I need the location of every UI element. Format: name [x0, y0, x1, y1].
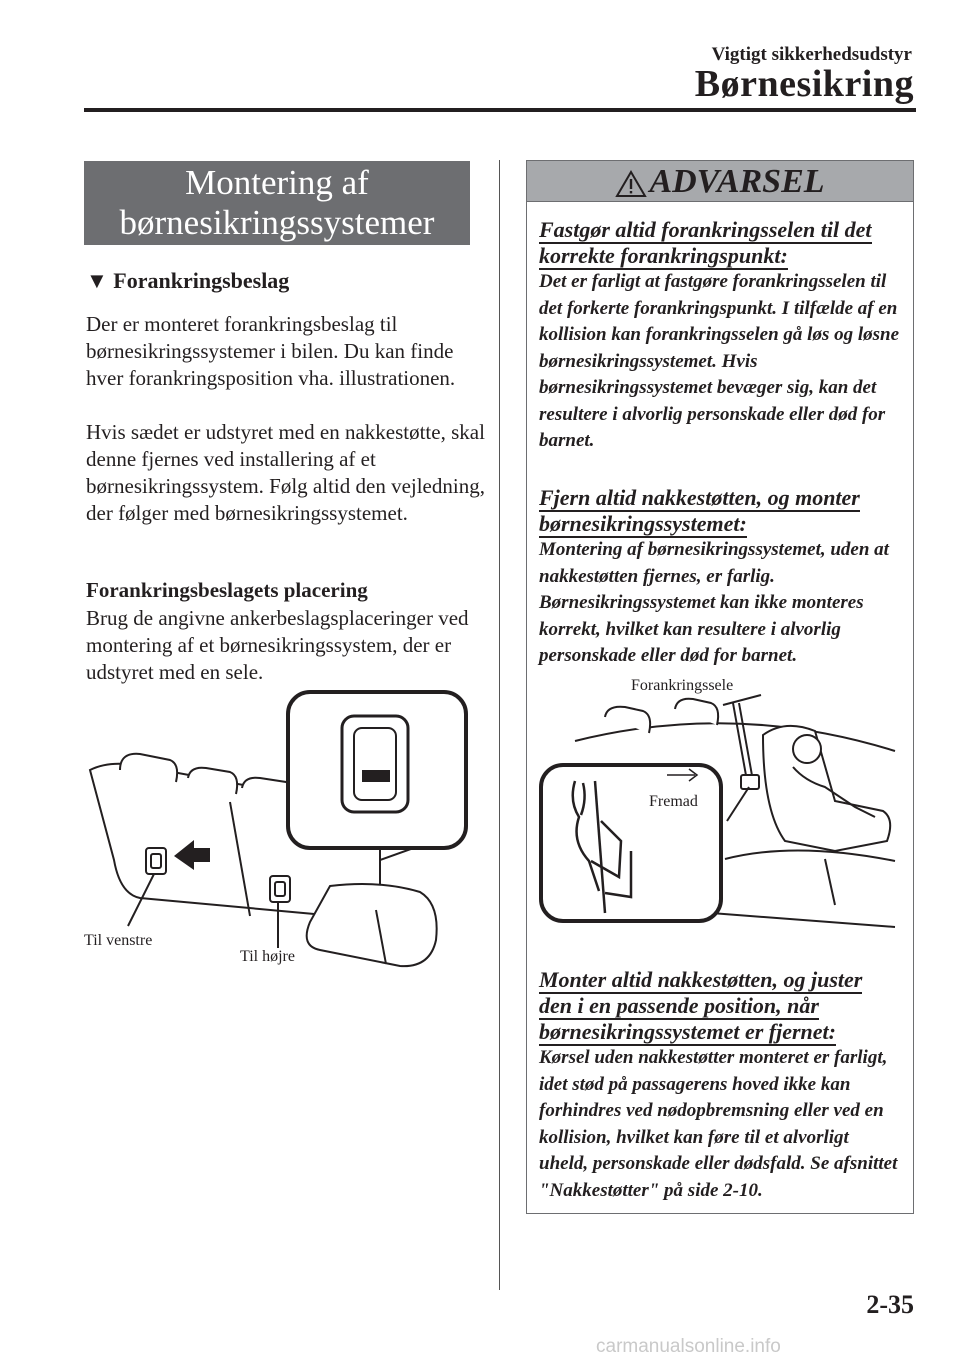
watermark-footer: carmanualsonline.info: [596, 1336, 781, 1357]
warning-item3-text: Kørsel uden nakkestøtter monteret er farligt, idet stød på passagerens hoved ikke kan forhindres ved nødopbremsning eller ved en kollision, hvilket kan føre til et alvorligt uheld, personskade eller dødsfald. Se afsnittet "Nakkestøtter" på side 2-10.: [539, 1047, 898, 1201]
label-tether-strap: Forankringssele: [631, 677, 734, 694]
paragraph-1: Der er monteret forankringsbeslag til børnesikringssystemer i bilen. Du kan finde hver forankringsposition vha. illustrationen.: [86, 312, 456, 390]
triangle-bullet-icon: ▼: [86, 268, 108, 293]
page-number: 2-35: [866, 1290, 914, 1319]
label-left-anchor: Til venstre: [84, 932, 153, 949]
warning-header: [527, 161, 913, 202]
warning-triangle-icon: [615, 170, 647, 198]
section-title-line1: Montering af: [185, 163, 369, 202]
header-title: Børnesikring: [694, 63, 914, 105]
label-right-anchor: Til højre: [240, 948, 295, 965]
warning-item3-title: Monter altid nakkestøtten, og juster den i en passende position, når børnesikringssystemet er fjernet:: [539, 967, 863, 1044]
warning-box: [526, 160, 914, 1214]
subheading-text: Forankringsbeslag: [113, 268, 290, 293]
warning-item1-title: Fastgør altid forankringsselen til det korrekte forankringspunkt:: [539, 217, 872, 268]
anchor-position-heading: Forankringsbeslagets placering: [86, 578, 368, 602]
child-seat-illustration: [535, 691, 905, 931]
section-title-line2: børnesikringssystemer: [119, 203, 435, 242]
warning-item2-title: Fjern altid nakkestøtten, og monter børnesikringssystemet:: [539, 485, 860, 536]
header-subtitle: Vigtigt sikkerhedsudstyr: [711, 44, 912, 65]
header-rule: [84, 108, 916, 112]
warning-heading: ADVARSEL: [649, 163, 825, 200]
warning-item2-text: Montering af børnesikringssystemet, uden at nakkestøtten fjernes, er farlig. Børnesikringssystemet kan ikke monteres korrekt, hvilket kan resultere i alvorlig personskade eller død for barnet.: [539, 539, 889, 666]
subheading: [86, 268, 289, 294]
paragraph-2: Hvis sædet er udstyret med en nakkestøtte, skal denne fjernes ved installering af et børnesikringssystem. Følg altid den vejledning, der følger med børnesikringssystemet.: [86, 420, 485, 525]
column-divider: [499, 160, 500, 1290]
paragraph-3: Brug de angivne ankerbeslagsplaceringer ved montering af et børnesikringssystem, der er udstyret med en sele.: [86, 606, 469, 684]
label-forward: Fremad: [649, 793, 698, 810]
section-title: [84, 161, 470, 245]
warning-item1-text: Det er farligt at fastgøre forankringsselen til det forkerte forankringspunkt. I tilfælde af en kollision kan forankringsselen gå løs og løsne børnesikringssystemet. Hvis børnesikringssystemet bevæger sig, kan det resultere i alvorlig personskade eller død for barnet.: [539, 271, 900, 451]
